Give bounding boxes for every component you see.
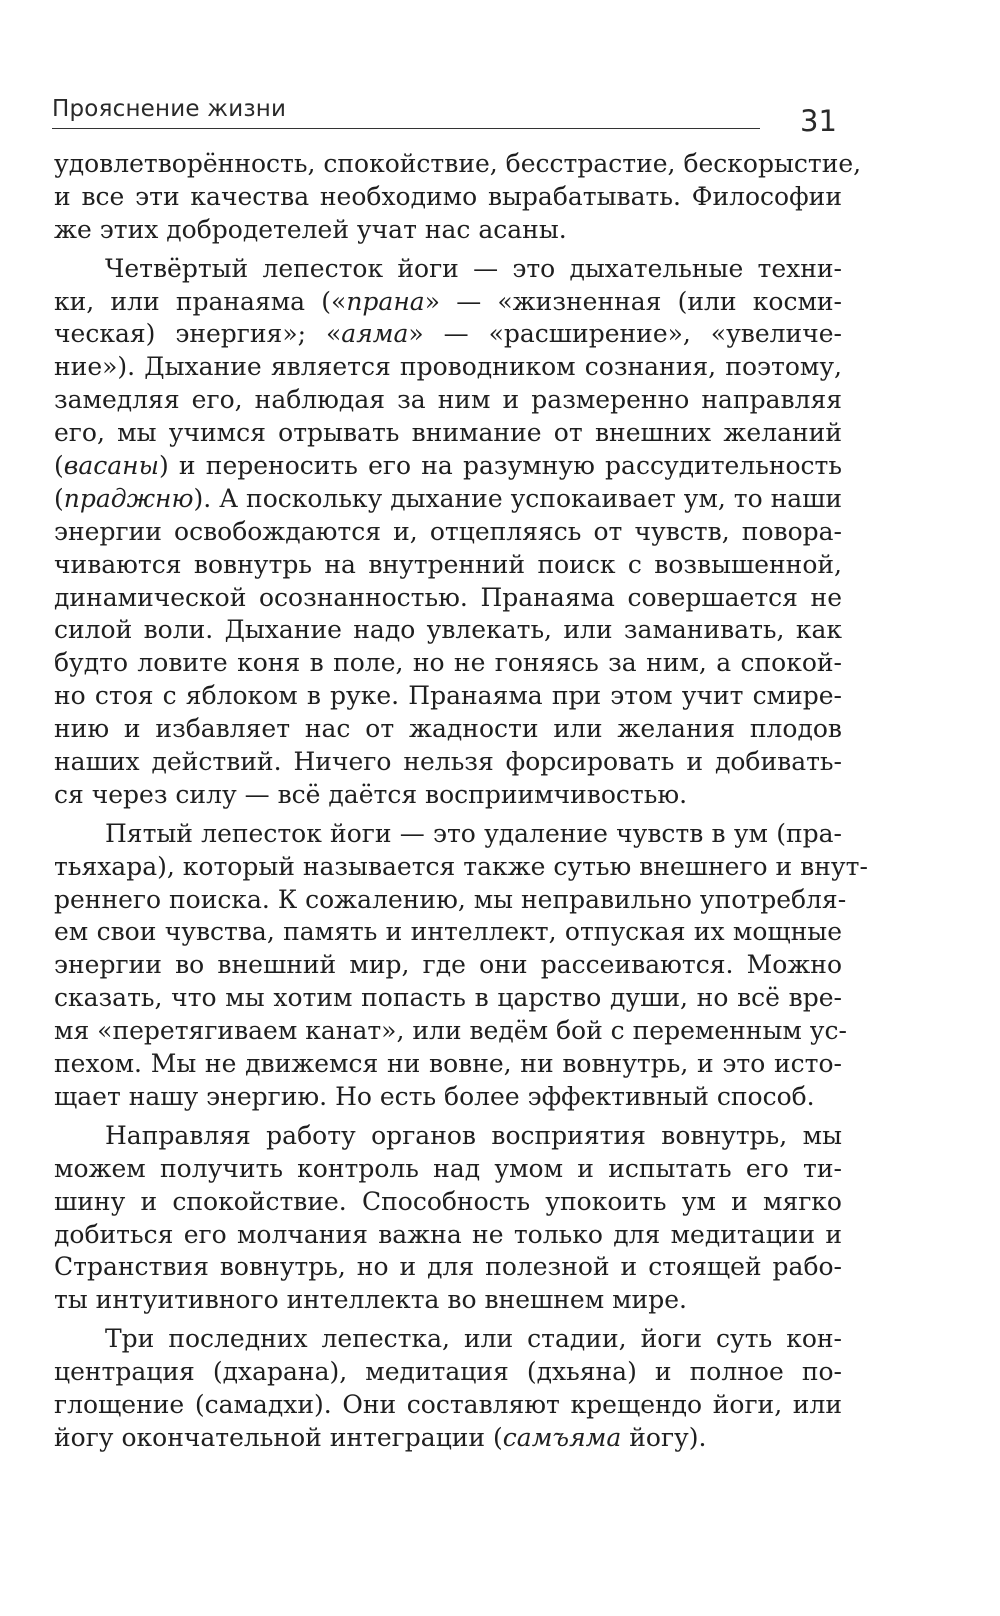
- text-line: ты интуитивного интеллекта во внешнем мире.: [54, 1285, 687, 1315]
- paragraph: [54, 253, 842, 812]
- text-line: наших действий. Ничего нельзя форсировать и добивать-: [54, 747, 842, 777]
- text-line: ем свои чувства, память и интеллект, отпуская их мощные: [54, 917, 842, 947]
- body-text: [54, 148, 868, 1455]
- text-line: добиться его молчания важна не только для медитации и: [54, 1219, 842, 1249]
- text-line: можем получить контроль над умом и испытать его ти-: [54, 1153, 842, 1183]
- paragraph: [54, 1120, 842, 1317]
- paragraph: [54, 1323, 842, 1455]
- paragraph: [54, 818, 868, 1114]
- page-number: 31: [800, 104, 837, 138]
- text-line: шину и спокойствие. Способность упокоить ум и мягко: [54, 1186, 842, 1216]
- text-line: центрация (дхарана), медитация (дхьяна) и полное по-: [54, 1357, 842, 1387]
- text-line: будто ловите коня в поле, но не гоняясь за ним, а спокой-: [54, 648, 842, 678]
- text-line: удовлетворённость, спокойствие, бесстрастие, бескорыстие,: [54, 149, 862, 178]
- running-title: Прояснение жизни: [52, 96, 287, 122]
- text-line: его, мы учимся отрывать внимание от внешних желаний: [54, 418, 842, 448]
- header-rule: [52, 128, 760, 129]
- text-line: реннего поиска. К сожалению, мы неправильно употребля-: [54, 884, 847, 914]
- text-line: же этих добродетелей учат нас асаны.: [54, 214, 567, 244]
- text-line: Три последних лепестка, или стадии, йоги суть кон-: [105, 1324, 842, 1354]
- text-line: чиваются вовнутрь на внутренний поиск с возвышенной,: [54, 549, 842, 579]
- text-line: ки, или пранаяма («прана» — «жизненная (или косми-: [54, 286, 843, 316]
- text-line: силой воли. Дыхание надо увлекать, или заманивать, как: [54, 615, 842, 645]
- text-line: щает нашу энергию. Но есть более эффективный способ.: [54, 1081, 815, 1111]
- text-line: и все эти качества необходимо вырабатывать. Философии: [54, 181, 842, 211]
- text-line: пехом. Мы не движемся ни вовне, ни вовнутрь, и это исто-: [54, 1049, 842, 1079]
- text-line: тьяхара), который называется также сутью внешнего и внут-: [54, 851, 868, 881]
- text-line: ние»). Дыхание является проводником сознания, поэтому,: [54, 352, 842, 382]
- text-line: Направляя работу органов восприятия вовнутрь, мы: [105, 1120, 842, 1150]
- text-line: йогу окончательной интеграции (самъяма йогу).: [54, 1422, 707, 1452]
- text-line: Пятый лепесток йоги — это удаление чувств в ум (пра-: [105, 818, 842, 848]
- text-line: энергии освобождаются и, отцепляясь от чувств, повора-: [54, 516, 842, 546]
- text-line: динамической осознанностью. Пранаяма совершается не: [54, 582, 842, 612]
- paragraph: [54, 148, 862, 247]
- text-line: но стоя с яблоком в руке. Пранаяма при этом учит смире-: [54, 681, 842, 711]
- text-line: ческая) энергия»; «аяма» — «расширение», «увеличе-: [54, 319, 842, 349]
- text-line: глощение (самадхи). Они составляют крещендо йоги, или: [54, 1389, 842, 1419]
- text-line: ся через силу — всё даётся восприимчивостью.: [54, 779, 688, 809]
- text-line: сказать, что мы хотим попасть в царство души, но всё вре-: [54, 983, 842, 1013]
- text-line: (васаны) и переносить его на разумную рассудительность: [54, 451, 842, 481]
- text-line: Четвёртый лепесток йоги — это дыхательные техни-: [105, 253, 842, 283]
- text-line: замедляя его, наблюдая за ним и размеренно направляя: [54, 385, 842, 415]
- text-line: энергии во внешний мир, где они рассеиваются. Можно: [54, 950, 842, 980]
- text-line: мя «перетягиваем канат», или ведём бой с переменным ус-: [54, 1016, 847, 1046]
- text-line: Странствия вовнутрь, но и для полезной и стоящей рабо-: [54, 1252, 842, 1282]
- text-line: нию и избавляет нас от жадности или желания плодов: [54, 714, 842, 744]
- text-line: (праджню). А поскольку дыхание успокаивает ум, то наши: [54, 483, 843, 513]
